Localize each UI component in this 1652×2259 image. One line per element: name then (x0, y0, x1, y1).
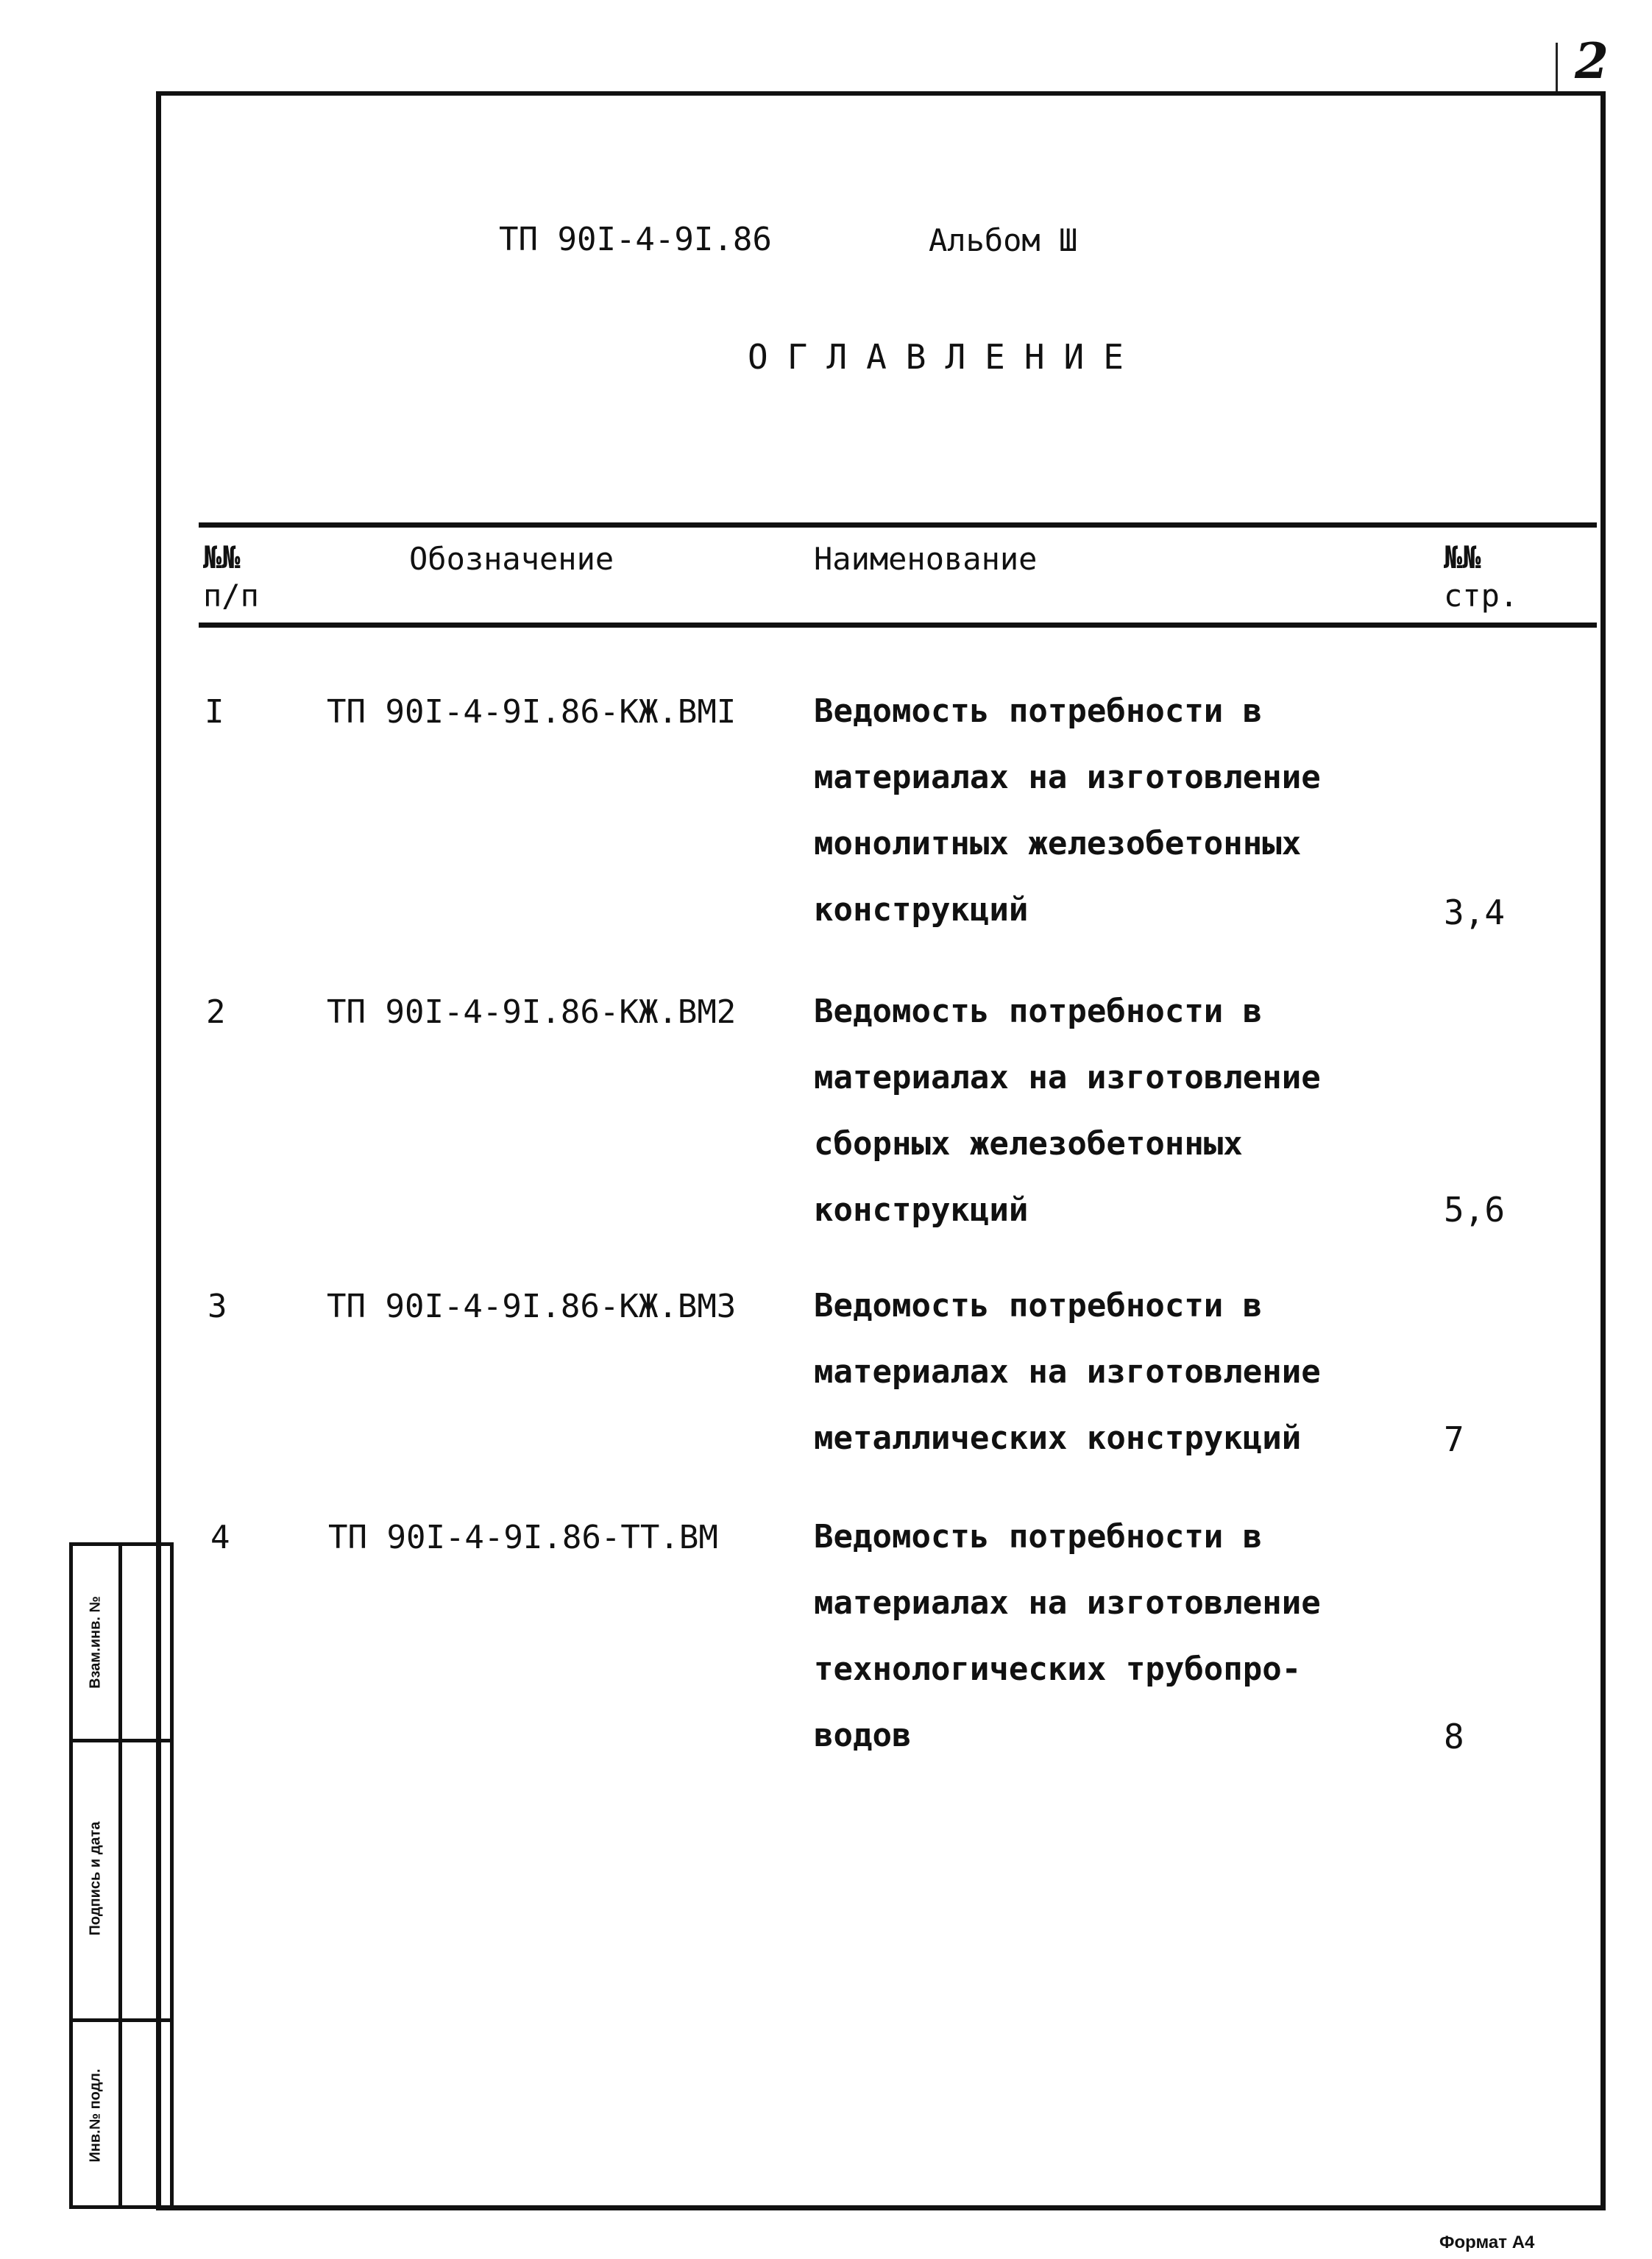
col-num-header-line1: №№ (203, 539, 241, 575)
col-page-header-line2: стр. (1444, 578, 1519, 614)
row-4-name-line: водов (814, 1717, 912, 1754)
format-label: Формат А4 (1439, 2233, 1535, 2252)
row-1-name-line: монолитных железобетонных (814, 825, 1302, 862)
row-2-name-line: сборных железобетонных (814, 1125, 1243, 1163)
row-2-pages: 5,6 (1444, 1190, 1506, 1230)
row-3-name-line: материалах на изготовление (814, 1353, 1321, 1391)
col-num-header-line2: п/п (203, 578, 259, 614)
stamp-separator (73, 1739, 170, 1742)
row-2-name (814, 979, 1321, 1244)
row-2-name-line: конструкций (814, 1191, 1029, 1229)
row-2-num: 2 (206, 993, 226, 1031)
table-header-rule (199, 623, 1597, 628)
col-name-header: Наименование (814, 541, 1038, 577)
row-1-name-line: Ведомость потребности в (814, 692, 1263, 730)
row-1-designation: ТП 90I-4-9I.86-КЖ.ВМI (327, 693, 737, 731)
sheet-number: 2 (1575, 32, 1609, 90)
stamp-divider (118, 1546, 122, 2205)
col-page-header (1444, 539, 1518, 615)
stamp-field-replacement: Взам.инв. № (87, 1596, 104, 1689)
row-3-name (814, 1273, 1321, 1472)
col-num-header (203, 539, 259, 615)
row-4-name (814, 1504, 1321, 1769)
row-1-name (814, 678, 1321, 943)
row-4-designation: ТП 90I-4-9I.86-ТТ.ВМ (328, 1519, 718, 1556)
row-1-name-line: конструкций (814, 891, 1029, 929)
row-3-pages: 7 (1444, 1419, 1464, 1459)
row-4-num: 4 (210, 1519, 230, 1556)
col-designation-header: Обозначение (409, 541, 614, 577)
page-title: ОГЛАВЛЕНИЕ (748, 337, 1143, 377)
row-3-designation: ТП 90I-4-9I.86-КЖ.ВМЗ (327, 1288, 737, 1325)
document-code: ТП 90I-4-9I.86 (499, 221, 772, 258)
row-2-designation: ТП 90I-4-9I.86-КЖ.ВМ2 (327, 993, 737, 1031)
row-4-name-line: технологических трубопро- (814, 1650, 1302, 1688)
row-1-num: I (205, 693, 224, 731)
row-3-name-line: Ведомость потребности в (814, 1287, 1263, 1324)
stamp-field-inventory: Инв.№ подл. (87, 2068, 104, 2163)
row-1-pages: 3,4 (1444, 893, 1506, 932)
row-2-name-line: материалах на изготовление (814, 1059, 1321, 1096)
col-page-header-line1: №№ (1444, 539, 1481, 575)
row-3-name-line: металлических конструкций (814, 1419, 1302, 1457)
album-label: Альбом Ш (929, 222, 1078, 258)
stamp-separator (73, 2018, 170, 2022)
row-4-name-line: Ведомость потребности в (814, 1518, 1263, 1556)
side-stamp (69, 1542, 174, 2209)
sheet-number-tick (1556, 43, 1558, 94)
row-1-name-line: материалах на изготовление (814, 759, 1321, 796)
row-3-num: 3 (208, 1288, 227, 1325)
row-2-name-line: Ведомость потребности в (814, 993, 1263, 1030)
row-4-pages: 8 (1444, 1717, 1464, 1756)
table-top-rule (199, 522, 1597, 528)
row-4-name-line: материалах на изготовление (814, 1584, 1321, 1622)
stamp-field-signature: Подпись и дата (87, 1821, 104, 1936)
